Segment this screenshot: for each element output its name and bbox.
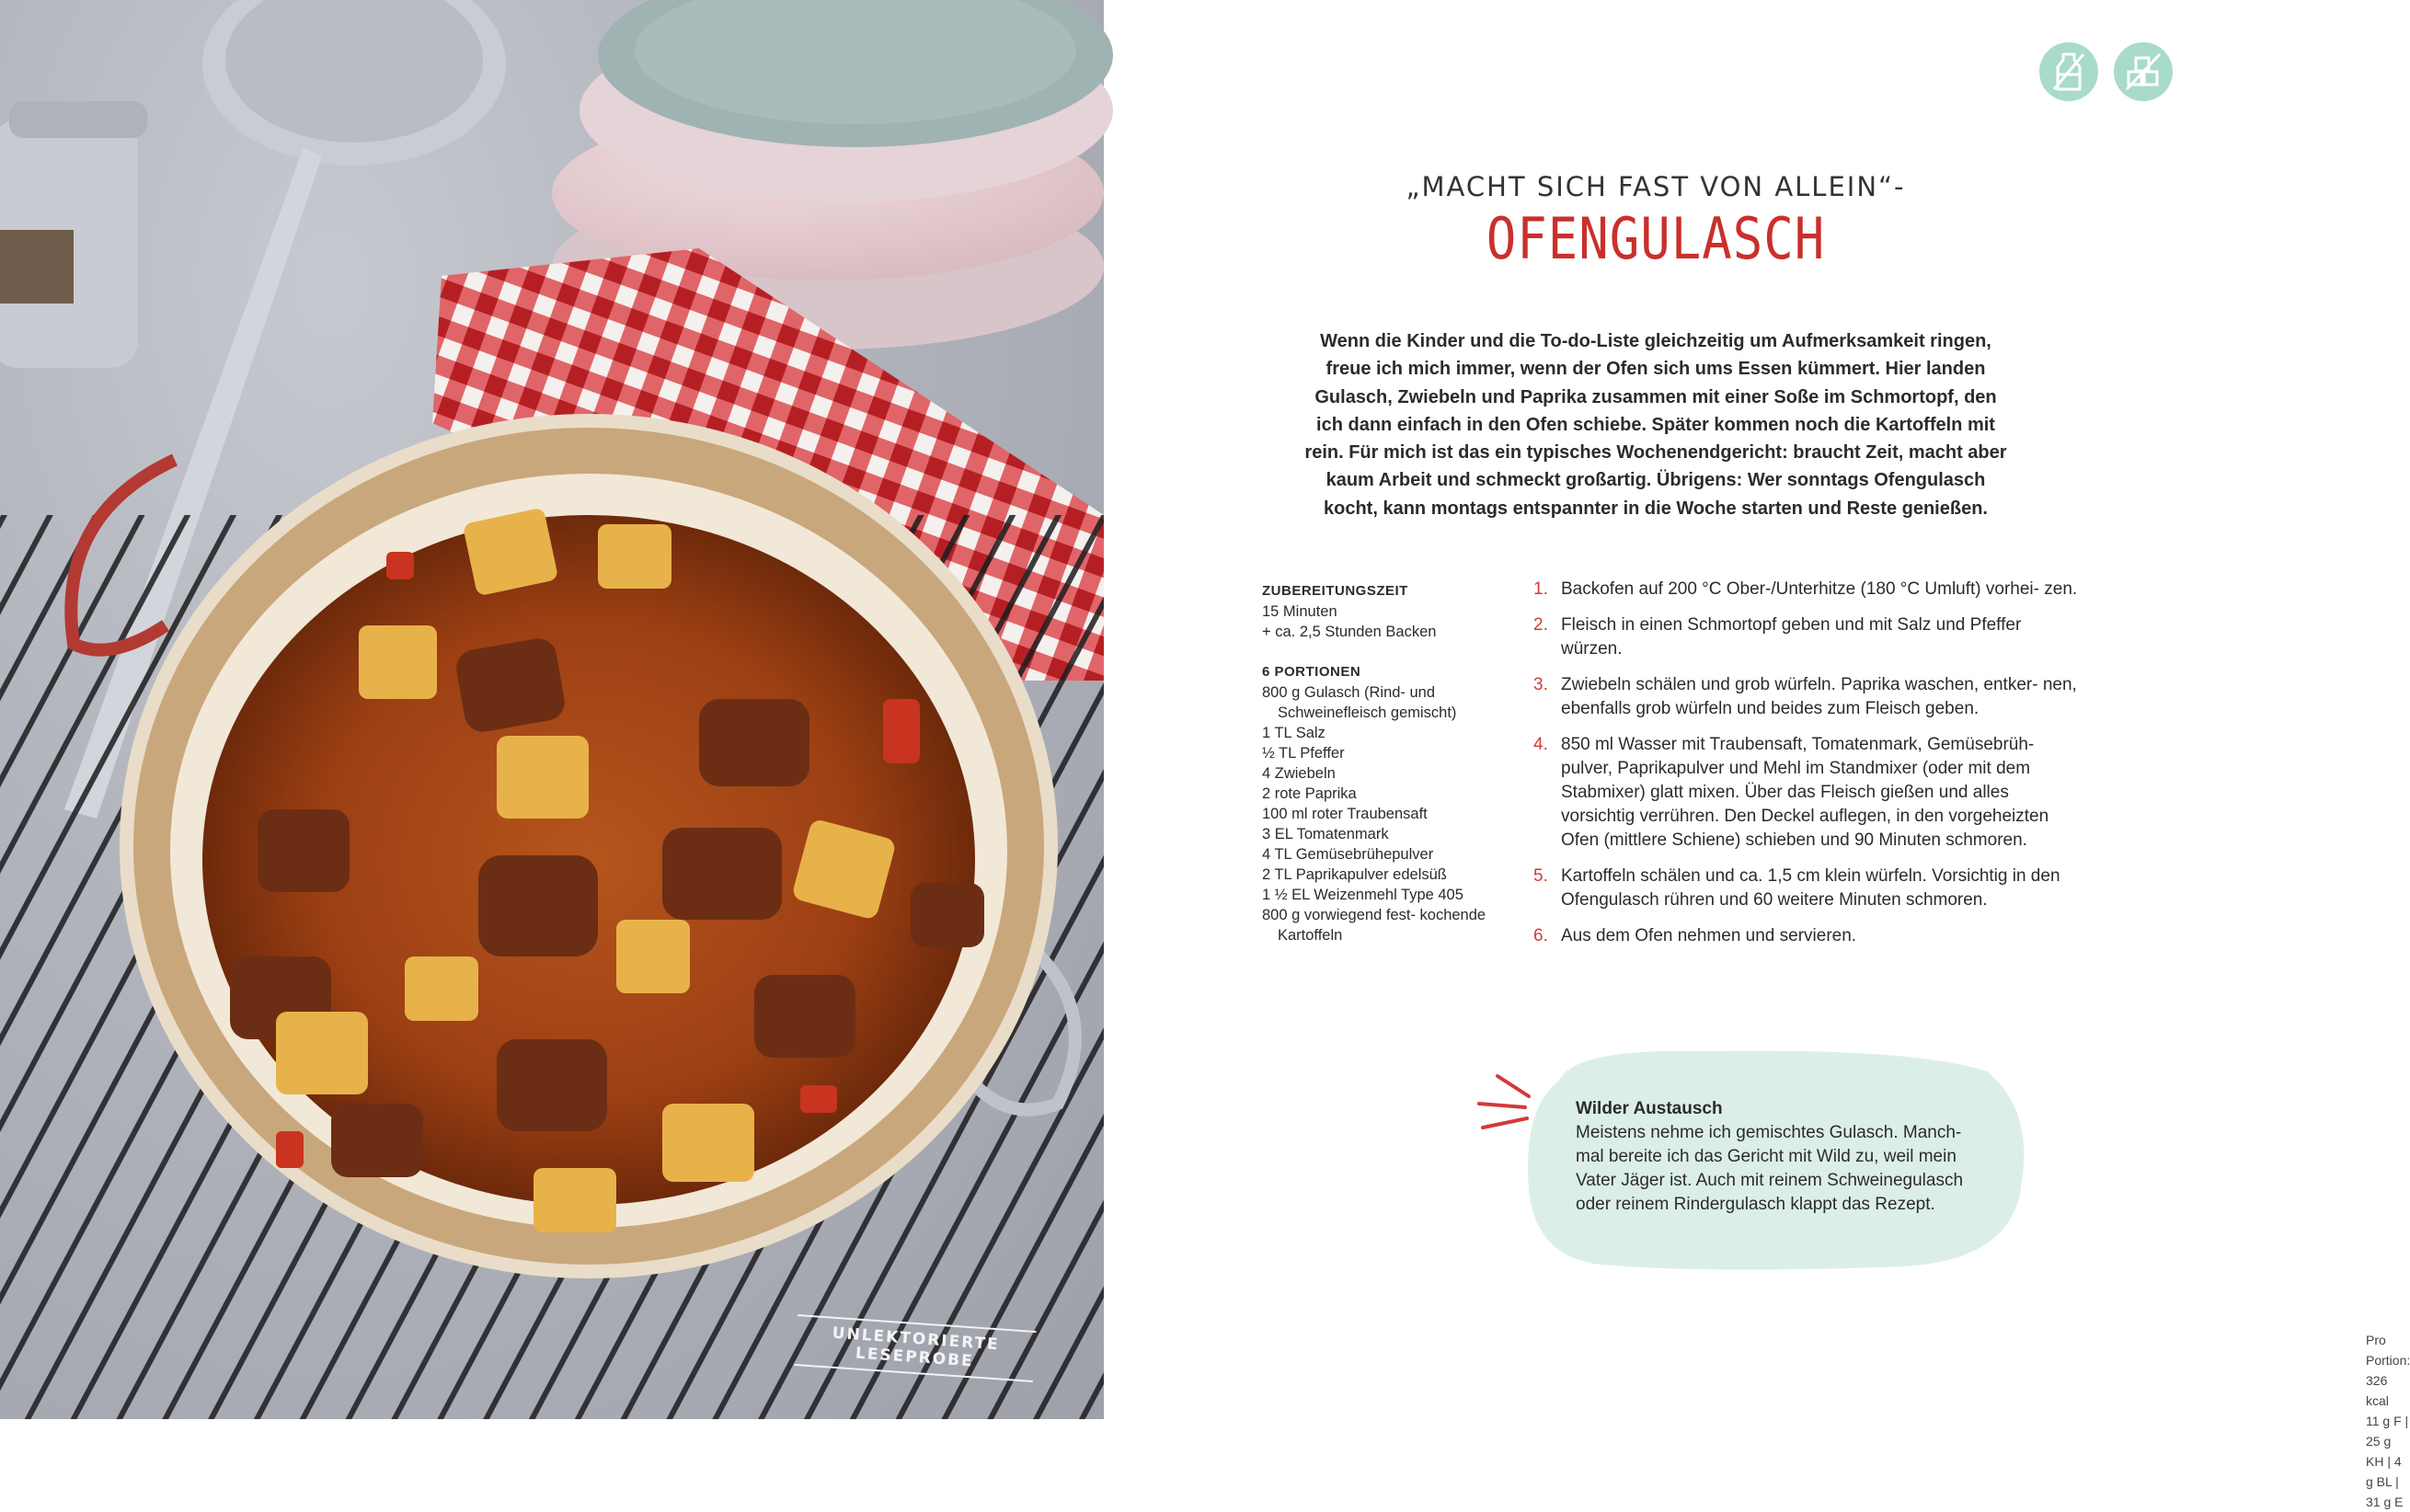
ingredient-item: ½ TL Pfeffer [1262,745,1345,762]
step-number: 3. [1533,675,1548,694]
step-number: 4. [1533,735,1548,754]
step-text: Zwiebeln schälen und grob würfeln. Paprika waschen, entker- nen, ebenfalls grob würfeln und beides zum Fleisch geben. [1561,675,2077,718]
step-text: Aus dem Ofen nehmen und servieren. [1561,926,1857,945]
ingredient-item: 4 Zwiebeln [1262,765,1336,782]
step-text: Backofen auf 200 °C Ober-/Unterhitze (180 °C Umluft) vorhei- zen. [1561,579,2078,599]
nutrition-info [2366,1330,2410,1512]
goulash-pot-illustration [0,0,1104,1419]
tip-body: Meistens nehme ich gemischtes Gulasch. Manch- mal bereite ich das Gericht mit Wild zu, weil mein Vater Jäger ist. Auch mit reinem Schweinegulasch oder reinem Rindergulasch klappt das Rezept. [1576,1123,1964,1214]
step-text: 850 ml Wasser mit Traubensaft, Tomatenmark, Gemüsebrüh- pulver, Paprikapulver und Mehl im Standmixer (oder mit dem Stabmixer) glatt mixen. Über das Fleisch gießen und alles vorsichtig verrühren. Den Deckel auflegen, in den vorgeheizten Ofen (mittlere Schiene) schieben und 90 Minuten schmoren. [1561,735,2049,850]
step-text: Kartoffeln schälen und ca. 1,5 cm klein würfeln. Vorsichtig in den Ofengulasch rühren und 60 weitere Minuten schmoren. [1561,866,2060,910]
recipe-intro: Wenn die Kinder und die To-do-Liste gleichzeitig um Aufmerksamkeit ringen, freue ich mich immer, wenn der Ofen sich ums Essen kümmert. Hier landen Gulasch, Zwiebeln und Paprika zusammen mit einer Soße im Schmortopf, den ich dann einfach in den Ofen schiebe. Später kommen noch die Kartoffeln mit rein. Für mich ist das ein typisches Wochenendgericht: braucht Zeit, macht aber kaum Arbeit und schmeckt großartig. Übrigens: Wer sonntags Ofengulasch kocht, kann montags entspannter in die Woche starten und Reste genießen. [1304,331,2007,519]
step-number: 1. [1533,579,1548,599]
portions-label: 6 PORTIONEN [1262,664,1361,680]
ingredient-item: 1 TL Salz [1262,725,1326,741]
nutrition-calories: Pro Portion: 326 kcal [2366,1333,2410,1408]
tip-content [1576,1097,1980,1217]
accent-lines-icon [1472,1067,1536,1150]
step-number: 6. [1533,926,1548,945]
recipe-pretitle: „MACHT SICH FAST VON ALLEIN“- [1406,171,1906,202]
tip-box [1472,1044,2024,1274]
prep-time-active: 15 Minuten [1262,603,1337,620]
instruction-step [1533,865,2085,912]
ingredient-item: 1 ½ EL Weizenmehl Type 405 [1262,887,1463,903]
ingredient-item: 2 TL Paprikapulver edelsüß [1262,866,1447,883]
instruction-step [1533,673,2085,721]
recipe-title: OFENGULASCH [1486,205,1826,272]
proof-stamp: UNLEKTORIERTE LESEPROBE [794,1314,1036,1382]
ingredient-item: 100 ml roter Traubensaft [1262,806,1428,822]
ingredient-item: 4 TL Gemüsebrühepulver [1262,846,1434,863]
ingredient-item: 3 EL Tomatenmark [1262,826,1389,842]
recipe-meta [1262,581,1501,945]
recipe-photo [0,0,1104,1419]
step-number: 5. [1533,866,1548,886]
instruction-step [1533,578,2085,601]
instruction-steps [1533,578,2085,960]
instruction-step [1533,733,2085,853]
instruction-step [1533,924,2085,948]
ingredient-item: 800 g Gulasch (Rind- und Schweinefleisch gemischt) [1262,684,1457,721]
step-text: Fleisch in einen Schmortopf geben und mit Salz und Pfeffer würzen. [1561,615,2022,659]
ingredient-item: 800 g vorwiegend fest- kochende Kartoffeln [1262,907,1486,944]
step-number: 2. [1533,615,1548,635]
ingredient-list [1262,682,1501,945]
ingredient-item: 2 rote Paprika [1262,785,1357,802]
tip-title: Wilder Austausch [1576,1099,1723,1118]
nutrition-macros: 11 g F | 25 g KH | 4 g BL | 31 g E [2366,1414,2409,1509]
milk-bottle-icon [2039,42,2098,101]
prep-time-baking: + ca. 2,5 Stunden Backen [1262,624,1437,640]
instruction-step [1533,613,2085,661]
prep-time-label: ZUBEREITUNGSZEIT [1262,583,1408,599]
sugar-cubes-icon [2114,42,2173,101]
